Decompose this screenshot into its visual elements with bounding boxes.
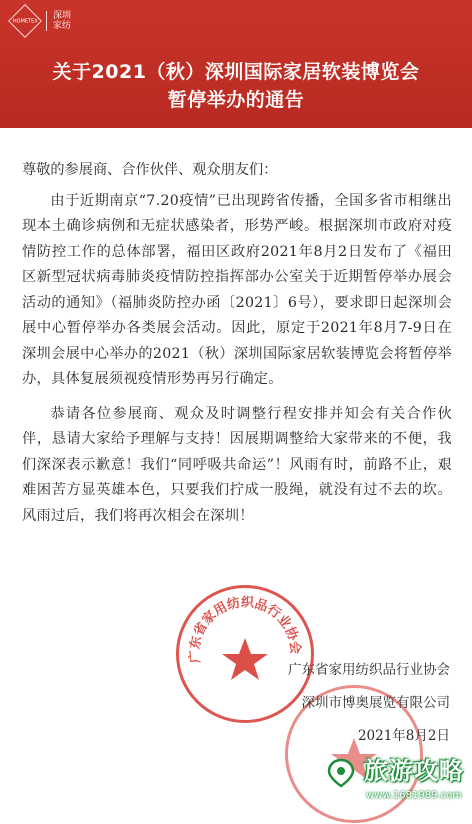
- site-watermark: [322, 758, 464, 788]
- logo-text: 深圳家纺: [53, 11, 72, 31]
- logo-mark: HOMETEX: [12, 18, 38, 24]
- letter-body: [22, 158, 452, 538]
- seal-text: 广东省家用纺织品行业协会: [187, 595, 303, 664]
- signature-date: 2021年8月2日: [357, 728, 450, 744]
- logo-divider: [46, 11, 47, 31]
- greeting: 尊敬的参展商、合作伙伴、观众朋友们：: [22, 162, 278, 178]
- logo-diamond-icon: [8, 4, 42, 38]
- watermark-url: www.1681989.com: [366, 790, 462, 801]
- title-line-2: 暂停举办的通告: [167, 89, 305, 111]
- seal-star-icon: [222, 638, 268, 680]
- signature-org-2: 深圳市博奥展览有限公司: [301, 695, 450, 711]
- title-line-1: 关于2021（秋）深圳国际家居软装博览会: [52, 61, 420, 83]
- watermark-pin-icon: [322, 758, 360, 788]
- notice-title: [0, 58, 472, 114]
- watermark-name: 旅游攻略: [364, 757, 464, 785]
- exhibition-logo: [8, 5, 100, 37]
- paragraph-2: 恭请各位参展商、观众及时调整行程安排并知会有关合作伙伴，恳请大家给予理解与支持！因展期调整给大家带来的不便，我们深深表示歉意！我们“同呼吸共命运”！风雨有时，前路不止，艰难困苦方显英雄本色，只要我们拧成一股绳，就没有过不去的坎。风雨过后，我们将再次相会在深圳！: [22, 405, 452, 524]
- notice-header: [0, 0, 472, 128]
- signature-org-1: 广东省家用纺织品行业协会: [288, 662, 450, 678]
- paragraph-1: 由于近期南京“7.20疫情”已出现跨省传播，全国多省市相继出现本土确诊病例和无症状感染者，形势严峻。根据深圳市政府对疫情防控工作的总体部署，福田区政府2021年8月2日发布了《福田区新型冠状病毒肺炎疫情防控指挥部办公室关于近期暂停举办展会活动的通知》（福肺炎防控办函〔2021〕6号），要求即日起深圳会展中心暂停举办各类展会活动。因此，原定于2021年8月7-9日在深圳会展中心举办的2021（秋）深圳国际家居软装博览会将暂停举办，具体复展须视疫情形势再另行确定。: [22, 192, 452, 387]
